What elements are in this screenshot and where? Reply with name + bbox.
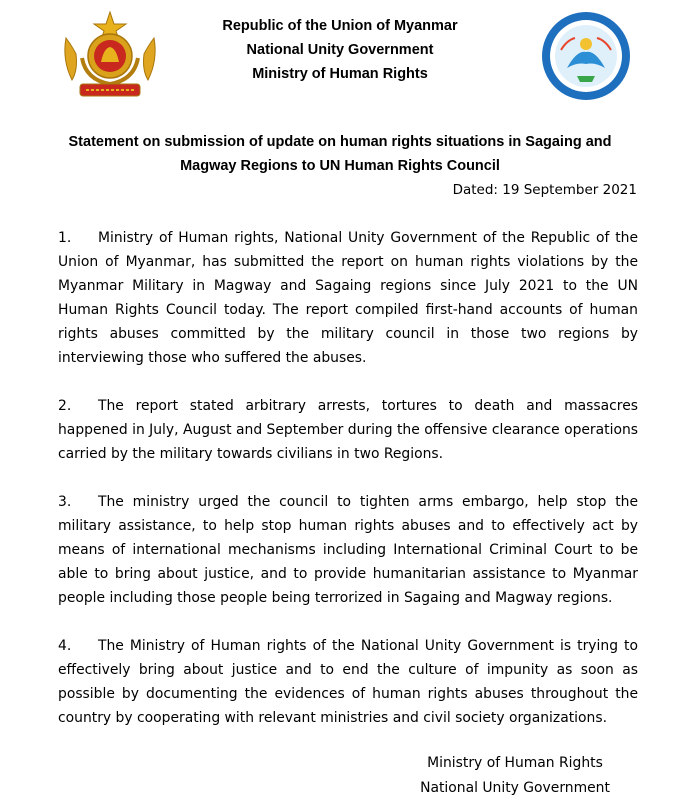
header-country: Republic of the Union of Myanmar (222, 18, 458, 34)
paragraph-text: Ministry of Human rights, National Unity Government of the Republic of the Union of Myanmar, has submitted the report on human rights violations by the Myanmar Military in Magway and Sagaing regions since July 2021 to the UN Human Rights Council today. The report compiled first-hand accounts of human rights abuses committed by the military council in those two regions by interviewing those who suffered the abuses. (58, 230, 638, 366)
paragraph-1 (58, 226, 638, 370)
paragraph-text: The Ministry of Human rights of the National Unity Government is trying to effectively bring about justice and to end the culture of impunity as soon as possible by documenting the evidences of human rights abuses throughout the country by cooperating with relevant ministries and civil society organizations. (58, 638, 638, 726)
signature-government: National Unity Government (420, 780, 610, 796)
paragraph-text: The report stated arbitrary arrests, tortures to death and massacres happened in July, August and September during the offensive clearance operations carried by the military towards civilians in two Regions. (58, 398, 638, 462)
signature-ministry: Ministry of Human Rights (427, 755, 603, 771)
signature-block (400, 751, 630, 801)
statement-body (58, 226, 638, 754)
header-ministry: Ministry of Human Rights (252, 66, 428, 82)
letterhead (170, 14, 510, 86)
paragraph-3 (58, 490, 638, 610)
paragraph-number: 1. (58, 230, 72, 246)
header-government: National Unity Government (246, 42, 434, 58)
paragraph-number: 2. (58, 398, 72, 414)
paragraph-number: 4. (58, 638, 72, 654)
paragraph-number: 3. (58, 494, 72, 510)
statement-date: Dated: 19 September 2021 (452, 182, 637, 198)
state-seal-emblem (60, 10, 160, 102)
paragraph-4 (58, 634, 638, 730)
ministry-logo (537, 10, 635, 102)
statement-title: Statement on submission of update on human rights situations in Sagaing and Magway Regions to UN Human Rights Council (68, 134, 612, 174)
paragraph-text: The ministry urged the council to tighten arms embargo, help stop the military assistance, to help stop human rights abuses and to effectively act by means of international mechanisms including International Criminal Court to be able to bring about justice, and to provide humanitarian assistance to Myanmar people including those people being terrorized in Sagaing and Magway regions. (58, 494, 638, 606)
paragraph-2 (58, 394, 638, 466)
